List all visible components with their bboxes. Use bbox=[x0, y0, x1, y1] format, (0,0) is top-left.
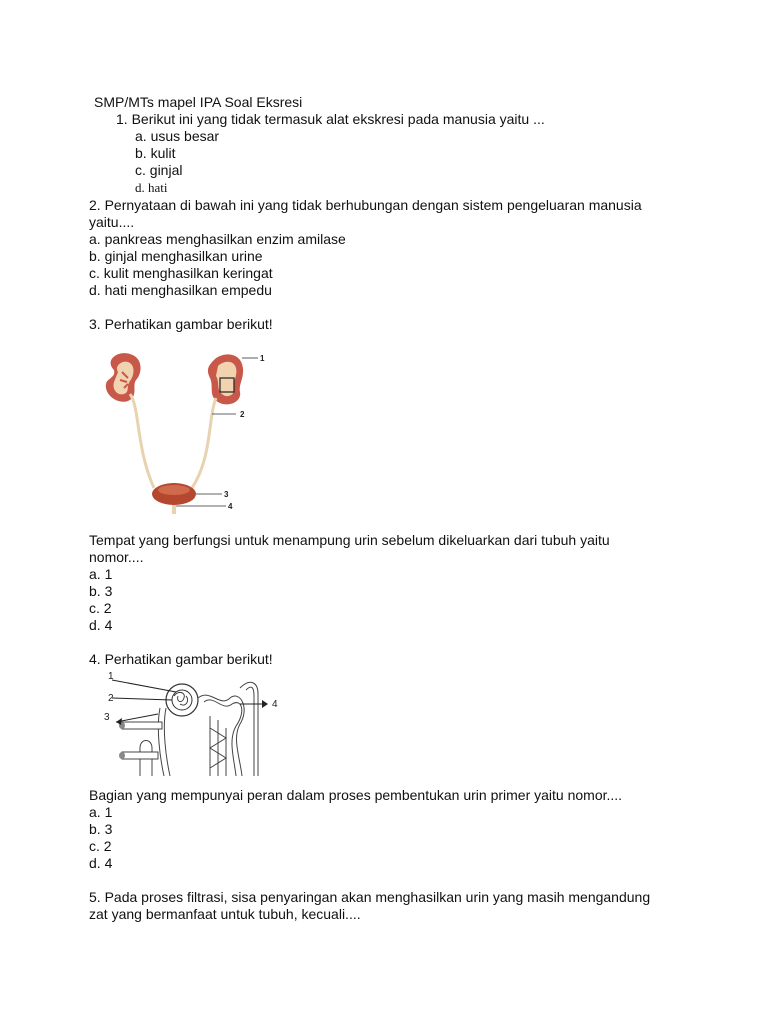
left-kidney-icon bbox=[106, 353, 141, 402]
q1-option-b: b. kulit bbox=[135, 145, 176, 161]
q3-option-a: a. 1 bbox=[89, 566, 113, 582]
q3-question-line2: nomor.... bbox=[89, 549, 144, 565]
right-kidney-icon bbox=[208, 354, 243, 404]
q3-option-b: b. 3 bbox=[89, 583, 113, 599]
q2-option-c: c. kulit menghasilkan keringat bbox=[89, 265, 273, 281]
q3-figure-label-2: 2 bbox=[240, 410, 245, 419]
q3-question-line1: Tempat yang berfungsi untuk menampung urin sebelum dikeluarkan dari tubuh yaitu bbox=[89, 532, 610, 548]
bladder-icon bbox=[152, 483, 196, 514]
q4-option-d: d. 4 bbox=[89, 855, 113, 871]
q1-option-c: c. ginjal bbox=[135, 162, 183, 178]
q2-question-line1: 2. Pernyataan di bawah ini yang tidak berhubungan dengan sistem pengeluaran manusia bbox=[89, 197, 642, 213]
q3-figure-label-4: 4 bbox=[228, 502, 233, 511]
q2-option-b: b. ginjal menghasilkan urine bbox=[89, 248, 263, 264]
q5-question-line2: zat yang bermanfaat untuk tubuh, kecuali.... bbox=[89, 906, 361, 922]
nephron-figure bbox=[100, 668, 290, 780]
q1-option-a: a. usus besar bbox=[135, 128, 220, 144]
right-ureter bbox=[192, 398, 216, 488]
q3-figure-label-1: 1 bbox=[260, 354, 265, 363]
q5-question-line1: 5. Pada proses filtrasi, sisa penyaringan akan menghasilkan urin yang masih mengandung bbox=[89, 889, 651, 905]
document-title: SMP/MTs mapel IPA Soal Eksresi bbox=[94, 94, 303, 110]
q4-figure-label-2: 2 bbox=[108, 693, 114, 704]
q4-option-a: a. 1 bbox=[89, 804, 113, 820]
q4-option-c: c. 2 bbox=[89, 838, 112, 854]
blood-vessel-icon bbox=[119, 722, 162, 759]
q3-figure-label-3: 3 bbox=[224, 490, 229, 499]
q3-option-d: d. 4 bbox=[89, 617, 113, 633]
q2-question-line2: yaitu.... bbox=[89, 214, 135, 230]
q4-figure-label-3: 3 bbox=[104, 712, 110, 723]
q3-intro: 3. Perhatikan gambar berikut! bbox=[89, 316, 273, 332]
q1-question: 1. Berikut ini yang tidak termasuk alat ekskresi pada manusia yaitu ... bbox=[116, 111, 545, 127]
q1-option-d: d. hati bbox=[135, 180, 168, 195]
q2-option-d: d. hati menghasilkan empedu bbox=[89, 282, 272, 298]
q4-figure-label-1: 1 bbox=[108, 671, 114, 682]
urinary-system-figure bbox=[96, 348, 276, 518]
q4-intro: 4. Perhatikan gambar berikut! bbox=[89, 651, 273, 667]
q3-option-c: c. 2 bbox=[89, 600, 112, 616]
left-ureter bbox=[130, 394, 154, 488]
q2-option-a: a. pankreas menghasilkan enzim amilase bbox=[89, 231, 346, 247]
q4-figure-label-4: 4 bbox=[272, 699, 278, 710]
q4-option-b: b. 3 bbox=[89, 821, 113, 837]
q4-question: Bagian yang mempunyai peran dalam proses pembentukan urin primer yaitu nomor.... bbox=[89, 787, 623, 803]
